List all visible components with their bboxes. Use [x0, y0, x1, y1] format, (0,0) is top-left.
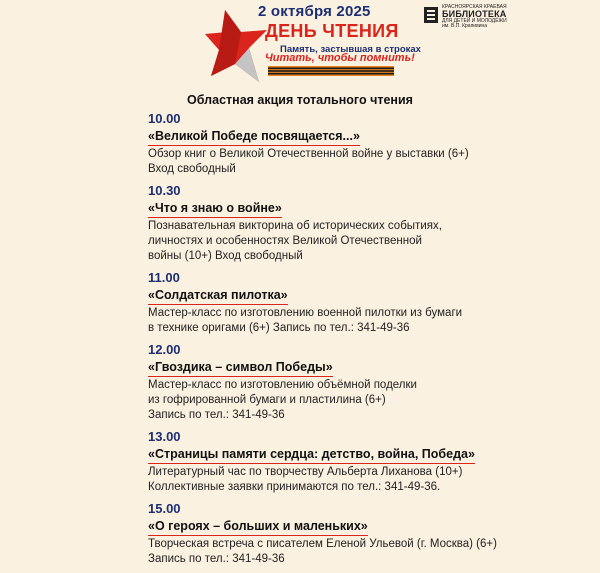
poster-title: ДЕНЬ ЧТЕНИЯ	[265, 21, 399, 41]
event-title: «Гвоздика – символ Победы»	[148, 360, 333, 377]
event-time: 10.30	[148, 183, 181, 198]
logo-line-2: БИБЛИОТЕКА	[442, 9, 507, 19]
event-title: «О героях – больших и маленьких»	[148, 519, 368, 536]
logo-line-4: им. В.П. Крапивина	[442, 23, 488, 29]
event-item	[148, 270, 588, 336]
event-description-line: из гофрированной бумаги и пластилина (6+)	[148, 394, 386, 406]
event-description-line: Познавательная викторина об исторических событиях,	[148, 220, 442, 232]
event-list	[148, 111, 588, 573]
library-logo-icon	[424, 7, 438, 23]
event-time: 11.00	[148, 270, 180, 285]
event-description-line: Запись по тел.: 341-49-36	[148, 409, 285, 421]
event-description-line: Творческая встреча с писателем Еленой Ульевой (г. Москва) (6+)	[148, 538, 497, 550]
event-time: 10.00	[148, 111, 181, 126]
event-title: «Страницы памяти сердца: детство, война, Победа»	[148, 447, 475, 464]
logo-line-3: ДЛЯ ДЕТЕЙ И МОЛОДЁЖИ	[442, 18, 507, 24]
poster-subtitle: Память, застывшая в строках	[280, 44, 421, 55]
event-description-line: в технике оригами (6+) Запись по тел.: 341-49-36	[148, 322, 410, 334]
event-description-line: Запись по тел.: 341-49-36	[148, 553, 285, 565]
event-title: «Что я знаю о войне»	[148, 201, 282, 218]
event-item	[148, 501, 588, 567]
event-item	[148, 429, 588, 495]
event-description-line: Мастер-класс по изготовлению объёмной поделки	[148, 379, 417, 391]
event-date: 2 октября 2025	[258, 3, 371, 20]
poster-slogan: Читать, чтобы помнить!	[265, 52, 415, 64]
event-title: «Великой Победе посвящается...»	[148, 129, 360, 146]
event-description-line: личностях и особенностях Великой Отечественной	[148, 235, 422, 247]
library-logo	[424, 5, 574, 27]
event-description-line: Мастер-класс по изготовлению военной пилотки из бумаги	[148, 307, 463, 319]
event-time: 13.00	[148, 429, 181, 444]
event-description-line: Коллективные заявки принимаются по тел.: 341-49-36.	[148, 481, 441, 493]
event-item	[148, 183, 588, 264]
event-description-line: Обзор книг о Великой Отечественной войне у выставки (6+)	[148, 148, 469, 160]
event-item	[148, 111, 588, 177]
logo-line-1: КРАСНОЯРСКАЯ КРАЕВАЯ	[442, 4, 507, 10]
program-heading: Областная акция тотального чтения	[187, 93, 413, 107]
event-item	[148, 342, 588, 423]
event-description-line: войны (10+) Вход свободный	[148, 250, 303, 262]
event-title: «Солдатская пилотка»	[148, 288, 288, 305]
event-description-line: Вход свободный	[148, 163, 236, 175]
event-time: 12.00	[148, 342, 181, 357]
st-george-ribbon-icon	[268, 66, 394, 76]
poster-header	[0, 0, 600, 86]
event-time: 15.00	[148, 501, 181, 516]
event-description-line: Литературный час по творчеству Альберта Лиханова (10+)	[148, 466, 463, 478]
